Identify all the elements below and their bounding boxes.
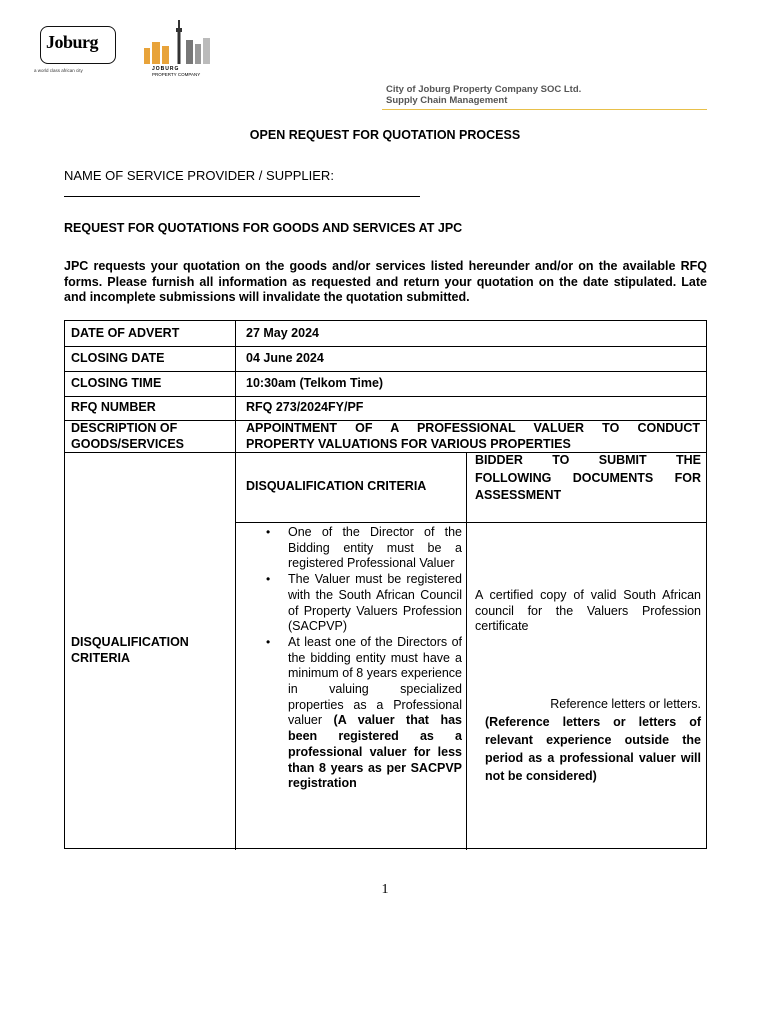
- company-header: [386, 85, 581, 106]
- department-name: Supply Chain Management: [386, 94, 508, 106]
- joburg-wordmark: Joburg: [46, 32, 99, 52]
- criteria-item: • One of the Director of the Bidding entity must be a registered Professional Valuer: [262, 525, 462, 572]
- value-description: APPOINTMENT OF A PROFESSIONAL VALUER TO CONDUCT PROPERTY VALUATIONS FOR VARIOUS PROPERTIES: [246, 421, 700, 451]
- rfq-details-table: [64, 320, 707, 849]
- document-title: OPEN REQUEST FOR QUOTATION PROCESS: [249, 128, 521, 142]
- value-closing-time: 10:30am (Telkom Time): [246, 376, 384, 390]
- jpc-skyline-icon: [142, 18, 222, 66]
- document-certificate: A certified copy of valid South African council for the Valuers Profession certificate: [475, 588, 701, 634]
- jpc-name-line2: PROPERTY COMPANY: [152, 72, 201, 77]
- criteria-column-header: DISQUALIFICATION CRITERIA: [246, 479, 427, 493]
- document-reference-letters: Reference letters or letters. (Reference letters or letters of relevant experience outside the period as a professional valuer will not be considered): [485, 697, 701, 783]
- rfq-subtitle: REQUEST FOR QUOTATIONS FOR GOODS AND SERVICES AT JPC: [64, 221, 463, 235]
- value-closing-date: 04 June 2024: [246, 351, 324, 365]
- company-name: City of Joburg Property Company SOC Ltd.: [386, 84, 582, 95]
- documents-column-header: BIDDER TO SUBMIT THE FOLLOWING DOCUMENTS FOR ASSESSMENT: [475, 453, 701, 502]
- label-description: DESCRIPTION OF GOODS/SERVICES: [71, 421, 184, 451]
- criteria-item: • At least one of the Directors of the bidding entity must have a minimum of 8 years experience in valuing specialized properties as a Professional valuer (A valuer that has been registered as a professional valuer for less than 8 years as per SACPVP registration: [262, 635, 462, 792]
- jpc-logo: [142, 18, 222, 78]
- supplier-name-blank: [64, 196, 420, 197]
- page-number: 1: [381, 882, 389, 897]
- label-date-of-advert: DATE OF ADVERT: [71, 326, 180, 340]
- criteria-list: [262, 525, 462, 792]
- label-closing-date: CLOSING DATE: [71, 351, 165, 365]
- intro-paragraph: JPC requests your quotation on the goods and/or services listed hereunder and/or on the available RFQ forms. Please furnish all information as requested and return your quotation on the date stipulated. Late and incomplete submissions will invalidate the quotation submitted.: [64, 259, 707, 304]
- supplier-name-label: NAME OF SERVICE PROVIDER / SUPPLIER:: [64, 168, 334, 183]
- label-closing-time: CLOSING TIME: [71, 376, 162, 390]
- label-disqualification-criteria: DISQUALIFICATION CRITERIA: [71, 635, 189, 665]
- value-rfq-number: RFQ 273/2024FY/PF: [246, 400, 364, 414]
- criteria-item: • The Valuer must be registered with the South African Council of Property Valuers Profession (SACPVP): [262, 572, 462, 635]
- jpc-name-line1: JOBURG: [152, 66, 180, 72]
- header-divider: [382, 109, 707, 110]
- value-date-of-advert: 27 May 2024: [246, 326, 319, 340]
- criteria-note: (A valuer that has been registered as a professional valuer for less than 8 years as per SACPVP registration: [288, 713, 462, 791]
- joburg-tagline: a world class african city: [34, 68, 83, 73]
- label-rfq-number: RFQ NUMBER: [71, 400, 156, 414]
- joburg-logo: [34, 22, 118, 74]
